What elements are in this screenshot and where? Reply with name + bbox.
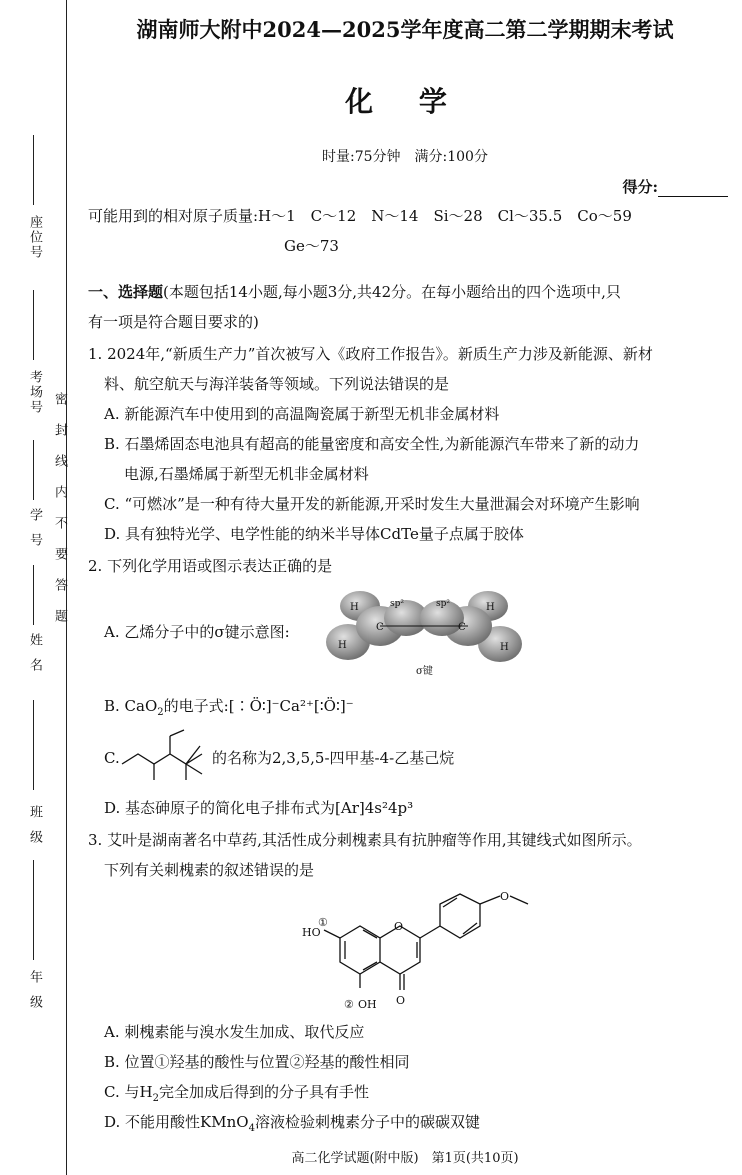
q3-stem-2: 下列有关刺槐素的叙述错误的是 bbox=[104, 861, 315, 879]
subject-title: 化 学 bbox=[345, 85, 465, 118]
student-id-label: 学号 bbox=[27, 508, 42, 558]
h-label: H bbox=[500, 642, 509, 653]
ring-oxygen-label: O bbox=[394, 920, 404, 933]
room-blank bbox=[33, 290, 34, 360]
room-label: 考场号 bbox=[27, 370, 42, 415]
section1-intro bbox=[88, 282, 621, 302]
q2-option-d: D. 基态砷原子的简化电子排布式为[Ar]4s²4p³ bbox=[104, 799, 414, 817]
grade-label: 年级 bbox=[27, 970, 42, 1020]
q2-option-c-suffix: 的名称为2,3,5,5-四甲基-4-乙基己烷 bbox=[212, 749, 455, 767]
cyclohexadiene-ring bbox=[440, 894, 480, 938]
q3-option-b: B. 位置①羟基的酸性与位置②羟基的酸性相同 bbox=[104, 1053, 410, 1071]
sp2-label-right: sp² bbox=[436, 599, 450, 609]
seal-notice: 密封线内不要答题 bbox=[52, 392, 67, 640]
position-2-marker: ② bbox=[344, 998, 354, 1011]
score-field bbox=[622, 176, 728, 197]
q3-option-a: A. 刺槐素能与溴水发生加成、取代反应 bbox=[104, 1023, 365, 1041]
score-label: 得分: bbox=[622, 178, 658, 196]
seat-label: 座位号 bbox=[27, 215, 42, 260]
atomic-mass-line-1: 可能用到的相对原子质量:H～1 C～12 N～14 Si～28 Cl～35.5 Co～59 bbox=[88, 207, 632, 225]
score-blank bbox=[658, 182, 728, 197]
q1-option-c: C. “可燃冰”是一种有待大量开发的新能源,开采时发生大量泄漏会对环境产生影响 bbox=[104, 495, 640, 513]
section1-desc-2: 有一项是符合题目要求的) bbox=[88, 313, 259, 331]
cao2-electron-formula: [∶Ö∶]⁻Ca²⁺[∶Ö∶]⁻ bbox=[228, 697, 354, 715]
q1-option-b-2: 电源,石墨烯属于新型无机非金属材料 bbox=[124, 465, 369, 483]
h-label: H bbox=[486, 602, 495, 613]
q2-option-c-prefix: C. bbox=[104, 749, 120, 767]
acacetin-structure bbox=[300, 890, 540, 1020]
c-label-right: C bbox=[458, 622, 466, 633]
grade-blank bbox=[33, 860, 34, 960]
q3-d-sub: 4 bbox=[248, 1123, 255, 1134]
q1-stem-1: 1. 2024年,“新质生产力”首次被写入《政府工作报告》。新质生产力涉及新能源、新材 bbox=[88, 345, 653, 363]
benzene-ring bbox=[340, 926, 380, 974]
q2-option-a: A. 乙烯分子中的σ键示意图: bbox=[104, 623, 290, 641]
q3-c-suffix: 完全加成后得到的分子具有手性 bbox=[158, 1083, 369, 1101]
methoxy-oxygen-label: O bbox=[500, 890, 510, 903]
name-blank bbox=[33, 565, 34, 625]
q1-option-a: A. 新能源汽车中使用到的高温陶瓷属于新型无机非金属材料 bbox=[104, 405, 500, 423]
q2-stem: 2. 下列化学用语或图示表达正确的是 bbox=[88, 557, 333, 575]
q2-b-sub: 2 bbox=[157, 707, 164, 718]
q1-stem-2: 料、航空航天与海洋装备等领域。下列说法错误的是 bbox=[104, 375, 450, 393]
q1-option-d: D. 具有独特光学、电学性能的纳米半导体CdTe量子点属于胶体 bbox=[104, 525, 524, 543]
q2-b-suffix: 的电子式: bbox=[163, 697, 229, 715]
oh-label-2: OH bbox=[358, 998, 377, 1011]
atomic-mass-line-2: Ge～73 bbox=[284, 237, 339, 255]
q3-c-prefix: C. 与H bbox=[104, 1083, 153, 1101]
q3-stem-1: 3. 艾叶是湖南著名中草药,其活性成分刺槐素具有抗肿瘤等作用,其键线式如图所示。 bbox=[88, 831, 642, 849]
q3-option-c bbox=[104, 1082, 369, 1109]
section1-heading: 一、选择题 bbox=[88, 283, 164, 301]
q2-b-prefix: B. CaO bbox=[104, 697, 158, 715]
student-id-blank bbox=[33, 440, 34, 500]
time-limit: 时量:75分钟 满分:100分 bbox=[322, 149, 488, 165]
h-label: H bbox=[350, 602, 359, 613]
q3-c-sub: 2 bbox=[152, 1093, 159, 1104]
section1-desc-1: (本题包括14小题,每小题3分,共42分。在每小题给出的四个选项中,只 bbox=[163, 283, 621, 301]
pyranone-ring bbox=[380, 926, 420, 974]
page-footer: 高二化学试题(附中版) 第1页(共10页) bbox=[291, 1151, 519, 1166]
q3-option-d bbox=[104, 1112, 480, 1139]
class-blank bbox=[33, 700, 34, 790]
class-label: 班级 bbox=[27, 805, 42, 855]
keto-oxygen-label: O bbox=[396, 994, 406, 1007]
c-label-left: C bbox=[376, 622, 384, 633]
name-label: 姓名 bbox=[27, 633, 42, 683]
q3-d-prefix: D. 不能用酸性KMnO bbox=[104, 1113, 249, 1131]
q3-d-suffix: 溶液检验刺槐素分子中的碳碳双键 bbox=[254, 1113, 480, 1131]
ho-label-1: HO bbox=[302, 926, 321, 939]
exam-title: 湖南师大附中2024—2025学年度高二第二学期期末考试 bbox=[136, 17, 674, 42]
ethylene-sigma-bond-diagram bbox=[318, 582, 528, 682]
q1-option-b-1: B. 石墨烯固态电池具有超高的能量密度和高安全性,为新能源汽车带来了新的动力 bbox=[104, 435, 640, 453]
q2-option-b bbox=[104, 696, 354, 723]
seat-blank bbox=[33, 135, 34, 205]
position-1-marker: ① bbox=[318, 916, 328, 929]
h-label: H bbox=[338, 640, 347, 651]
alkane-skeletal-structure bbox=[118, 728, 210, 786]
sp2-label-left: sp² bbox=[390, 599, 404, 609]
sigma-bond-caption: σ键 bbox=[416, 666, 433, 677]
